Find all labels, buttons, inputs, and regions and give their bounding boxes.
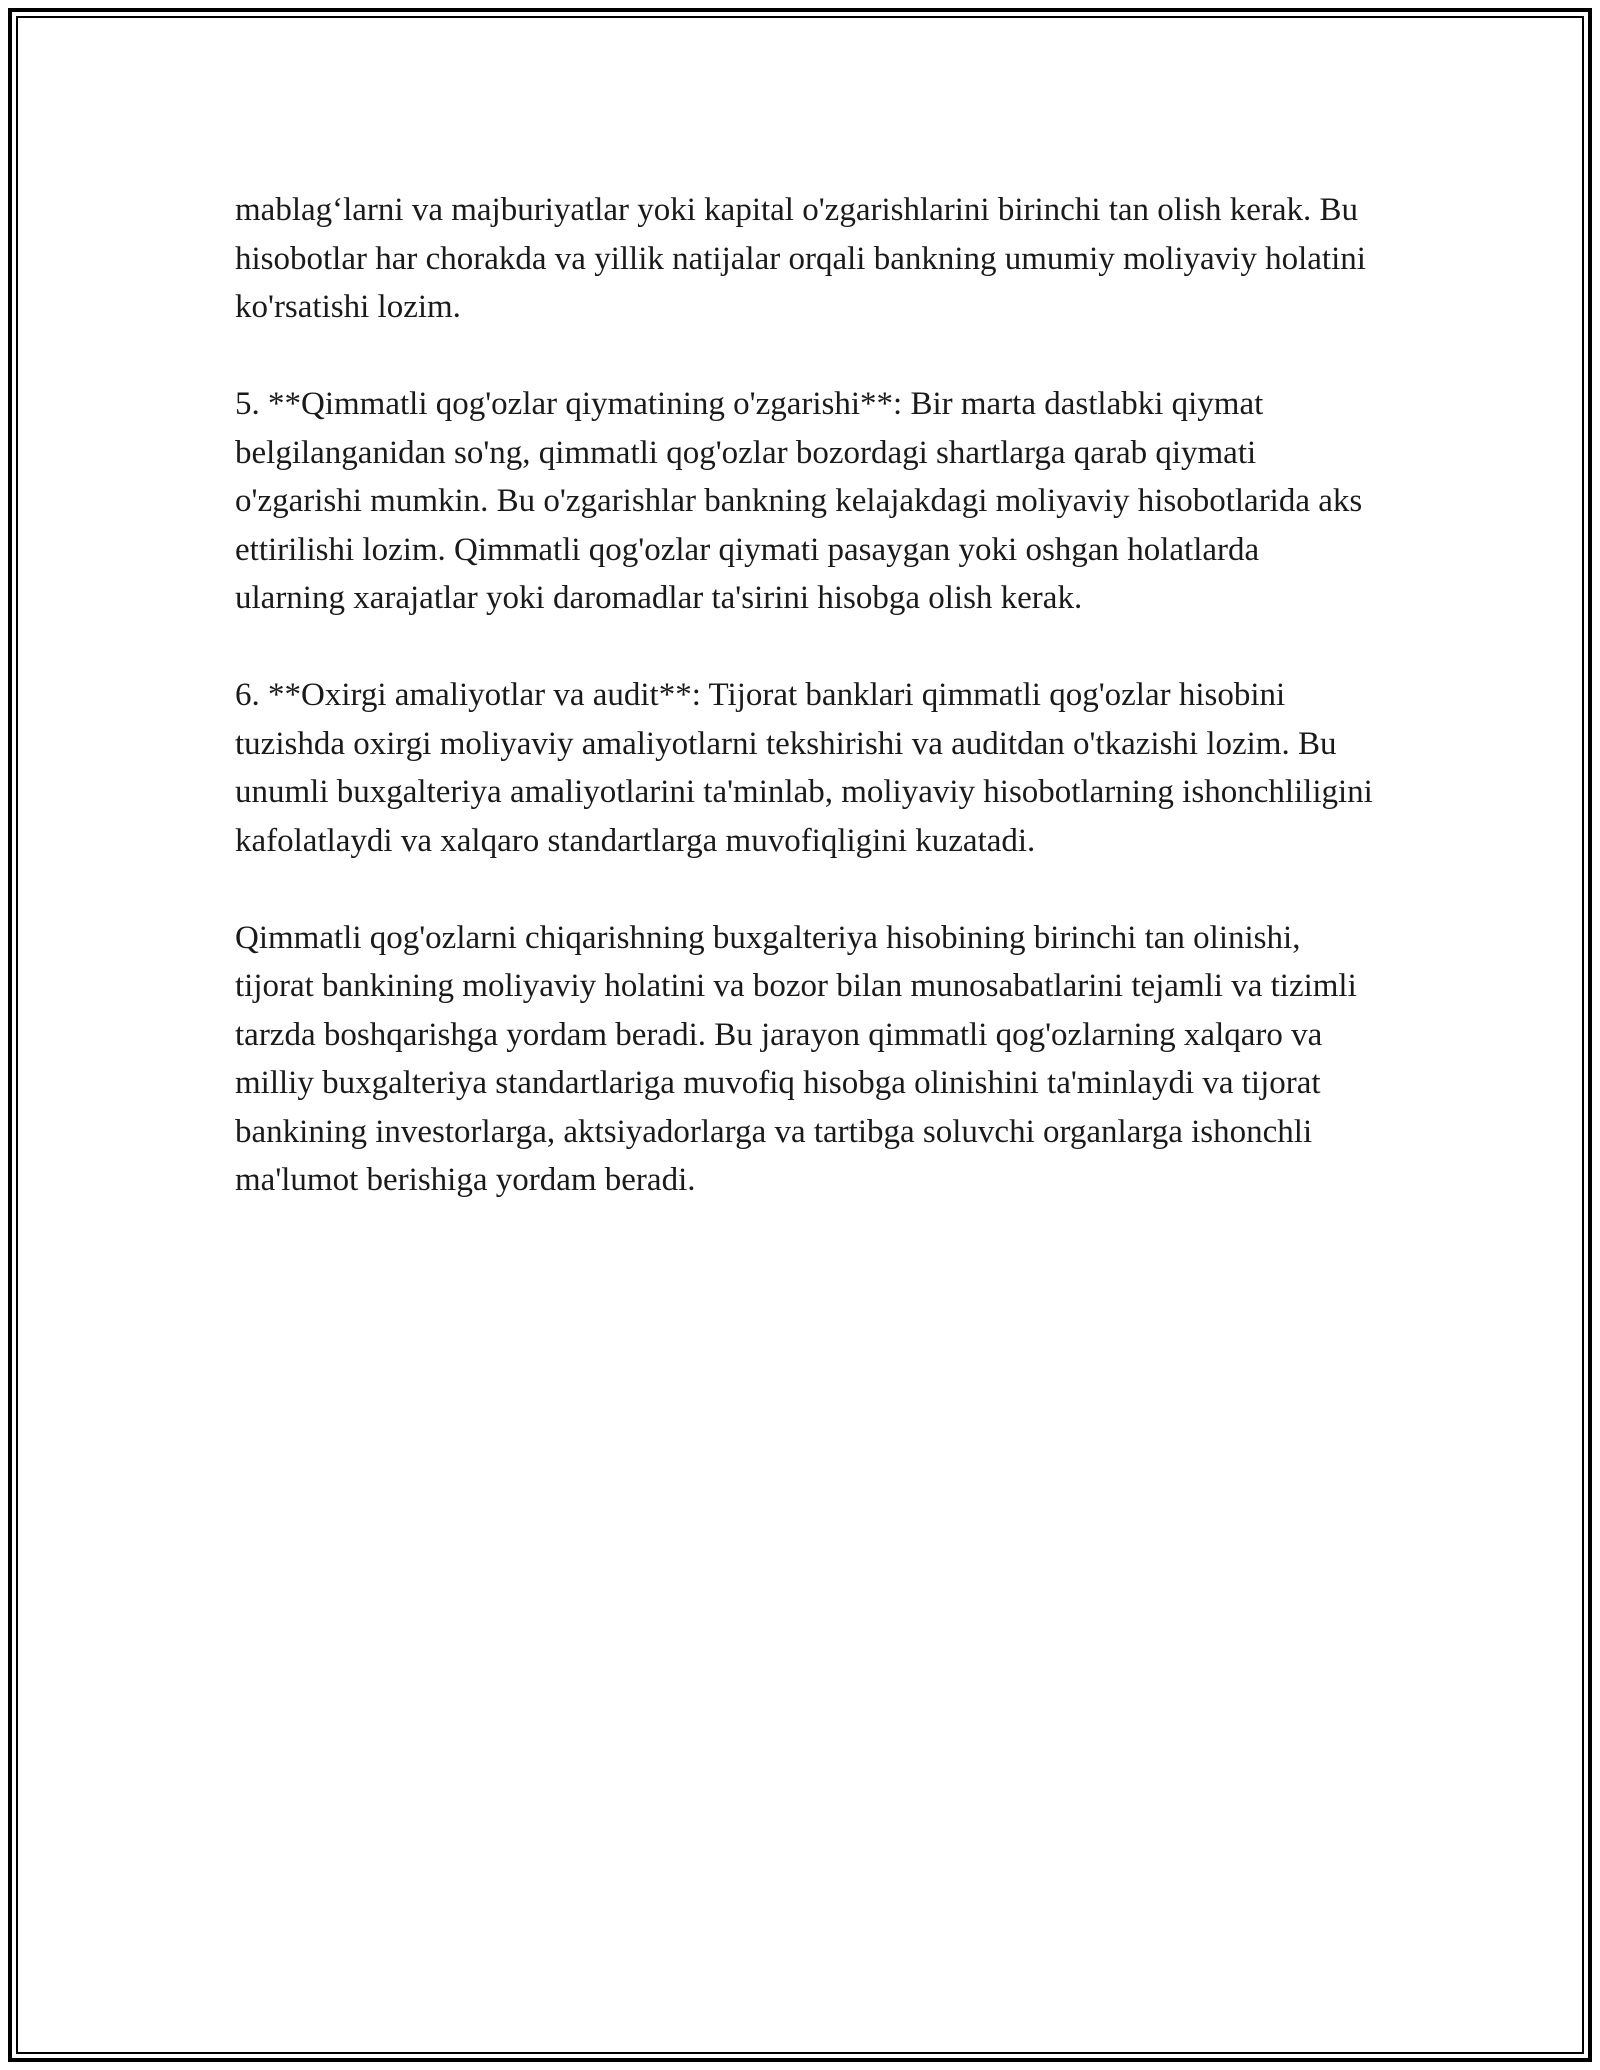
paragraph-continuation: mablag‘larni va majburiyatlar yoki kapital o'zgarishlarini birinchi tan olish kerak. Bu hisobotlar har chorakda va yillik natijalar orqali bankning umumiy moliyaviy holatini ko'rsatishi lozim. xyxy=(235,192,1366,325)
paragraph-item-6: 6. **Oxirgi amaliyotlar va audit**: Tijorat banklari qimmatli qog'ozlar hisobini tuzishda oxirgi moliyaviy amaliyotlarni tekshirishi va auditdan o'tkazishi lozim. Bu unumli buxgalteriya amaliyotlarini ta'minlab, moliyaviy hisobotlarning ishonchliligini kafolatlaydi va xalqaro standartlarga muvofiqligini kuzatadi. xyxy=(235,677,1373,859)
document-body xyxy=(235,186,1375,1253)
paragraph-conclusion: Qimmatli qog'ozlarni chiqarishning buxgalteriya hisobining birinchi tan olinishi, tijorat bankining moliyaviy holatini va bozor bilan munosabatlarini tejamli va tizimli tarzda boshqarishga yordam beradi. Bu jarayon qimmatli qog'ozlarning xalqaro va milliy buxgalteriya standartlariga muvofiq hisobga olinishini ta'minlaydi va tijorat bankining investorlarga, aktsiyadorlarga va tartibga soluvchi organlarga ishonchli ma'lumot berishiga yordam beradi. xyxy=(235,919,1357,1198)
paragraph-item-5: 5. **Qimmatli qog'ozlar qiymatining o'zgarishi**: Bir marta dastlabki qiymat belgilanganidan so'ng, qimmatli qog'ozlar bozordagi shartlarga qarab qiymati o'zgarishi mumkin. Bu o'zgarishlar bankning kelajakdagi moliyaviy hisobotlarida aks ettirilishi lozim. Qimmatli qog'ozlar qiymati pasaygan yoki oshgan holatlarda ularning xarajatlar yoki daromadlar ta'sirini hisobga olish kerak. xyxy=(235,386,1363,616)
